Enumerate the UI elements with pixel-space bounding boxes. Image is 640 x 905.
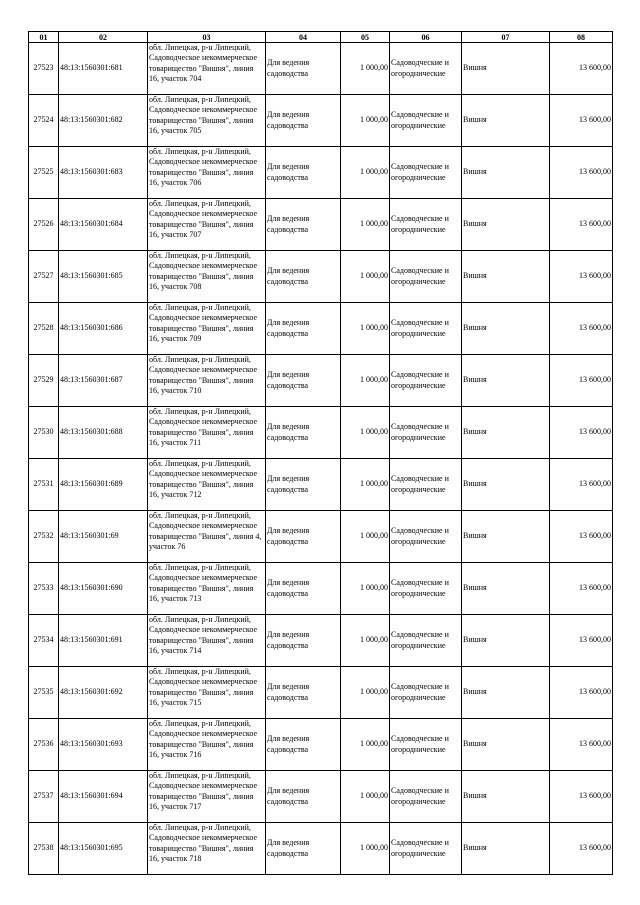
address-text: обл. Липецкая, р-н Липецкий, Садоводческое некоммерческое товарищество "Вишня", линия 16, участок 710 bbox=[149, 355, 258, 396]
land-category-cell: Садоводческие и огороднические bbox=[390, 95, 462, 147]
permitted-use-cell: Для ведения садоводства bbox=[266, 303, 341, 355]
row-number-cell: 27527 bbox=[29, 251, 59, 303]
address-text: обл. Липецкая, р-н Липецкий, Садоводческое некоммерческое товарищество "Вишня", линия 16, участок 715 bbox=[149, 667, 258, 708]
value-cell: 13 600,00 bbox=[550, 43, 613, 95]
row-number-cell: 27528 bbox=[29, 303, 59, 355]
permitted-use-cell: Для ведения садоводства bbox=[266, 823, 341, 875]
land-category-cell: Садоводческие и огороднические bbox=[390, 459, 462, 511]
permitted-use-cell: Для ведения садоводства bbox=[266, 459, 341, 511]
cadastral-number-cell: 48:13:1560301:682 bbox=[59, 95, 148, 147]
address-cell bbox=[148, 95, 266, 147]
land-category-cell: Садоводческие и огороднические bbox=[390, 407, 462, 459]
cadastral-number-cell: 48:13:1560301:681 bbox=[59, 43, 148, 95]
cadastral-number-cell: 48:13:1560301:684 bbox=[59, 199, 148, 251]
column-header-04: 04 bbox=[266, 32, 341, 43]
table-row bbox=[29, 615, 613, 667]
table-row bbox=[29, 147, 613, 199]
cadastral-number-cell: 48:13:1560301:694 bbox=[59, 771, 148, 823]
settlement-name-cell: Вишня bbox=[462, 771, 550, 823]
value-cell: 13 600,00 bbox=[550, 615, 613, 667]
settlement-name-cell: Вишня bbox=[462, 719, 550, 771]
settlement-name-cell: Вишня bbox=[462, 251, 550, 303]
address-text: обл. Липецкая, р-н Липецкий, Садоводческое некоммерческое товарищество "Вишня", линия 16, участок 705 bbox=[149, 95, 258, 136]
permitted-use-cell: Для ведения садоводства bbox=[266, 355, 341, 407]
address-cell bbox=[148, 251, 266, 303]
address-cell bbox=[148, 147, 266, 199]
row-number-cell: 27535 bbox=[29, 667, 59, 719]
column-header-06: 06 bbox=[390, 32, 462, 43]
land-category-cell: Садоводческие и огороднические bbox=[390, 563, 462, 615]
value-cell: 13 600,00 bbox=[550, 771, 613, 823]
area-cell: 1 000,00 bbox=[341, 771, 390, 823]
cadastral-number-cell: 48:13:1560301:688 bbox=[59, 407, 148, 459]
land-category-cell: Садоводческие и огороднические bbox=[390, 43, 462, 95]
cadastral-number-cell: 48:13:1560301:685 bbox=[59, 251, 148, 303]
settlement-name-cell: Вишня bbox=[462, 147, 550, 199]
area-cell: 1 000,00 bbox=[341, 667, 390, 719]
address-text: обл. Липецкая, р-н Липецкий, Садоводческое некоммерческое товарищество "Вишня", линия 16, участок 706 bbox=[149, 147, 258, 188]
permitted-use-cell: Для ведения садоводства bbox=[266, 563, 341, 615]
row-number-cell: 27534 bbox=[29, 615, 59, 667]
address-cell bbox=[148, 563, 266, 615]
address-text: обл. Липецкая, р-н Липецкий, Садоводческое некоммерческое товарищество "Вишня", линия 16, участок 712 bbox=[149, 459, 258, 500]
address-cell bbox=[148, 823, 266, 875]
row-number-cell: 27533 bbox=[29, 563, 59, 615]
settlement-name-cell: Вишня bbox=[462, 563, 550, 615]
permitted-use-cell: Для ведения садоводства bbox=[266, 407, 341, 459]
area-cell: 1 000,00 bbox=[341, 355, 390, 407]
area-cell: 1 000,00 bbox=[341, 719, 390, 771]
table-header bbox=[29, 32, 613, 43]
column-header-05: 05 bbox=[341, 32, 390, 43]
permitted-use-cell: Для ведения садоводства bbox=[266, 251, 341, 303]
cadastral-number-cell: 48:13:1560301:695 bbox=[59, 823, 148, 875]
column-header-07: 07 bbox=[462, 32, 550, 43]
cadastral-number-cell: 48:13:1560301:686 bbox=[59, 303, 148, 355]
area-cell: 1 000,00 bbox=[341, 823, 390, 875]
land-register-table bbox=[28, 31, 613, 875]
area-cell: 1 000,00 bbox=[341, 459, 390, 511]
settlement-name-cell: Вишня bbox=[462, 511, 550, 563]
address-cell bbox=[148, 511, 266, 563]
area-cell: 1 000,00 bbox=[341, 251, 390, 303]
address-cell bbox=[148, 355, 266, 407]
cadastral-number-cell: 48:13:1560301:687 bbox=[59, 355, 148, 407]
area-cell: 1 000,00 bbox=[341, 615, 390, 667]
area-cell: 1 000,00 bbox=[341, 199, 390, 251]
area-cell: 1 000,00 bbox=[341, 303, 390, 355]
row-number-cell: 27536 bbox=[29, 719, 59, 771]
cadastral-number-cell: 48:13:1560301:691 bbox=[59, 615, 148, 667]
address-text: обл. Липецкая, р-н Липецкий, Садоводческое некоммерческое товарищество "Вишня", линия 16, участок 707 bbox=[149, 199, 258, 240]
address-text: обл. Липецкая, р-н Липецкий, Садоводческое некоммерческое товарищество "Вишня", линия 16, участок 709 bbox=[149, 303, 258, 344]
settlement-name-cell: Вишня bbox=[462, 95, 550, 147]
table-row bbox=[29, 511, 613, 563]
column-header-03: 03 bbox=[148, 32, 266, 43]
address-cell bbox=[148, 459, 266, 511]
permitted-use-cell: Для ведения садоводства bbox=[266, 199, 341, 251]
settlement-name-cell: Вишня bbox=[462, 407, 550, 459]
table-row bbox=[29, 43, 613, 95]
table-row bbox=[29, 251, 613, 303]
table-row bbox=[29, 719, 613, 771]
area-cell: 1 000,00 bbox=[341, 95, 390, 147]
table-row bbox=[29, 355, 613, 407]
settlement-name-cell: Вишня bbox=[462, 43, 550, 95]
header-row bbox=[29, 32, 613, 43]
row-number-cell: 27530 bbox=[29, 407, 59, 459]
value-cell: 13 600,00 bbox=[550, 251, 613, 303]
cadastral-number-cell: 48:13:1560301:690 bbox=[59, 563, 148, 615]
row-number-cell: 27524 bbox=[29, 95, 59, 147]
table-row bbox=[29, 459, 613, 511]
cadastral-number-cell: 48:13:1560301:689 bbox=[59, 459, 148, 511]
address-cell bbox=[148, 771, 266, 823]
value-cell: 13 600,00 bbox=[550, 511, 613, 563]
address-cell bbox=[148, 719, 266, 771]
row-number-cell: 27529 bbox=[29, 355, 59, 407]
address-cell bbox=[148, 407, 266, 459]
area-cell: 1 000,00 bbox=[341, 43, 390, 95]
value-cell: 13 600,00 bbox=[550, 355, 613, 407]
settlement-name-cell: Вишня bbox=[462, 667, 550, 719]
value-cell: 13 600,00 bbox=[550, 823, 613, 875]
area-cell: 1 000,00 bbox=[341, 147, 390, 199]
table-row bbox=[29, 823, 613, 875]
land-category-cell: Садоводческие и огороднические bbox=[390, 199, 462, 251]
value-cell: 13 600,00 bbox=[550, 147, 613, 199]
address-text: обл. Липецкая, р-н Липецкий, Садоводческое некоммерческое товарищество "Вишня", линия 4, участок 76 bbox=[149, 511, 262, 552]
value-cell: 13 600,00 bbox=[550, 303, 613, 355]
permitted-use-cell: Для ведения садоводства bbox=[266, 511, 341, 563]
permitted-use-cell: Для ведения садоводства bbox=[266, 95, 341, 147]
cadastral-number-cell: 48:13:1560301:692 bbox=[59, 667, 148, 719]
permitted-use-cell: Для ведения садоводства bbox=[266, 771, 341, 823]
value-cell: 13 600,00 bbox=[550, 667, 613, 719]
permitted-use-cell: Для ведения садоводства bbox=[266, 615, 341, 667]
table-body bbox=[29, 43, 613, 875]
column-header-08: 08 bbox=[550, 32, 613, 43]
address-cell bbox=[148, 667, 266, 719]
settlement-name-cell: Вишня bbox=[462, 355, 550, 407]
row-number-cell: 27525 bbox=[29, 147, 59, 199]
settlement-name-cell: Вишня bbox=[462, 615, 550, 667]
row-number-cell: 27537 bbox=[29, 771, 59, 823]
permitted-use-cell: Для ведения садоводства bbox=[266, 667, 341, 719]
column-header-02: 02 bbox=[59, 32, 148, 43]
area-cell: 1 000,00 bbox=[341, 511, 390, 563]
land-category-cell: Садоводческие и огороднические bbox=[390, 147, 462, 199]
address-text: обл. Липецкая, р-н Липецкий, Садоводческое некоммерческое товарищество "Вишня", линия 16, участок 717 bbox=[149, 771, 258, 812]
row-number-cell: 27538 bbox=[29, 823, 59, 875]
value-cell: 13 600,00 bbox=[550, 563, 613, 615]
table-row bbox=[29, 407, 613, 459]
area-cell: 1 000,00 bbox=[341, 407, 390, 459]
table-row bbox=[29, 563, 613, 615]
address-text: обл. Липецкая, р-н Липецкий, Садоводческое некоммерческое товарищество "Вишня", линия 16, участок 708 bbox=[149, 251, 258, 292]
table-row bbox=[29, 303, 613, 355]
land-category-cell: Садоводческие и огороднические bbox=[390, 771, 462, 823]
table-row bbox=[29, 95, 613, 147]
value-cell: 13 600,00 bbox=[550, 459, 613, 511]
row-number-cell: 27531 bbox=[29, 459, 59, 511]
address-text: обл. Липецкая, р-н Липецкий, Садоводческое некоммерческое товарищество "Вишня", линия 16, участок 714 bbox=[149, 615, 258, 656]
land-category-cell: Садоводческие и огороднические bbox=[390, 667, 462, 719]
address-text: обл. Липецкая, р-н Липецкий, Садоводческое некоммерческое товарищество "Вишня", линия 16, участок 713 bbox=[149, 563, 258, 604]
land-category-cell: Садоводческие и огороднические bbox=[390, 511, 462, 563]
cadastral-number-cell: 48:13:1560301:69 bbox=[59, 511, 148, 563]
land-category-cell: Садоводческие и огороднические bbox=[390, 251, 462, 303]
area-cell: 1 000,00 bbox=[341, 563, 390, 615]
address-cell bbox=[148, 615, 266, 667]
permitted-use-cell: Для ведения садоводства bbox=[266, 719, 341, 771]
address-text: обл. Липецкая, р-н Липецкий, Садоводческое некоммерческое товарищество "Вишня", линия 16, участок 718 bbox=[149, 823, 258, 864]
cadastral-number-cell: 48:13:1560301:693 bbox=[59, 719, 148, 771]
row-number-cell: 27523 bbox=[29, 43, 59, 95]
value-cell: 13 600,00 bbox=[550, 95, 613, 147]
settlement-name-cell: Вишня bbox=[462, 303, 550, 355]
address-text: обл. Липецкая, р-н Липецкий, Садоводческое некоммерческое товарищество "Вишня", линия 16, участок 711 bbox=[149, 407, 258, 448]
land-category-cell: Садоводческие и огороднические bbox=[390, 719, 462, 771]
value-cell: 13 600,00 bbox=[550, 407, 613, 459]
address-text: обл. Липецкая, р-н Липецкий, Садоводческое некоммерческое товарищество "Вишня", линия 16, участок 704 bbox=[149, 43, 258, 84]
land-category-cell: Садоводческие и огороднические bbox=[390, 303, 462, 355]
settlement-name-cell: Вишня bbox=[462, 199, 550, 251]
table-row bbox=[29, 667, 613, 719]
column-header-01: 01 bbox=[29, 32, 59, 43]
row-number-cell: 27532 bbox=[29, 511, 59, 563]
permitted-use-cell: Для ведения садоводства bbox=[266, 43, 341, 95]
settlement-name-cell: Вишня bbox=[462, 823, 550, 875]
address-text: обл. Липецкая, р-н Липецкий, Садоводческое некоммерческое товарищество "Вишня", линия 16, участок 716 bbox=[149, 719, 258, 760]
address-cell bbox=[148, 303, 266, 355]
value-cell: 13 600,00 bbox=[550, 199, 613, 251]
land-category-cell: Садоводческие и огороднические bbox=[390, 615, 462, 667]
row-number-cell: 27526 bbox=[29, 199, 59, 251]
cadastral-number-cell: 48:13:1560301:683 bbox=[59, 147, 148, 199]
value-cell: 13 600,00 bbox=[550, 719, 613, 771]
settlement-name-cell: Вишня bbox=[462, 459, 550, 511]
permitted-use-cell: Для ведения садоводства bbox=[266, 147, 341, 199]
table-row bbox=[29, 771, 613, 823]
address-cell bbox=[148, 43, 266, 95]
address-cell bbox=[148, 199, 266, 251]
land-category-cell: Садоводческие и огороднические bbox=[390, 823, 462, 875]
table-row bbox=[29, 199, 613, 251]
land-category-cell: Садоводческие и огороднические bbox=[390, 355, 462, 407]
